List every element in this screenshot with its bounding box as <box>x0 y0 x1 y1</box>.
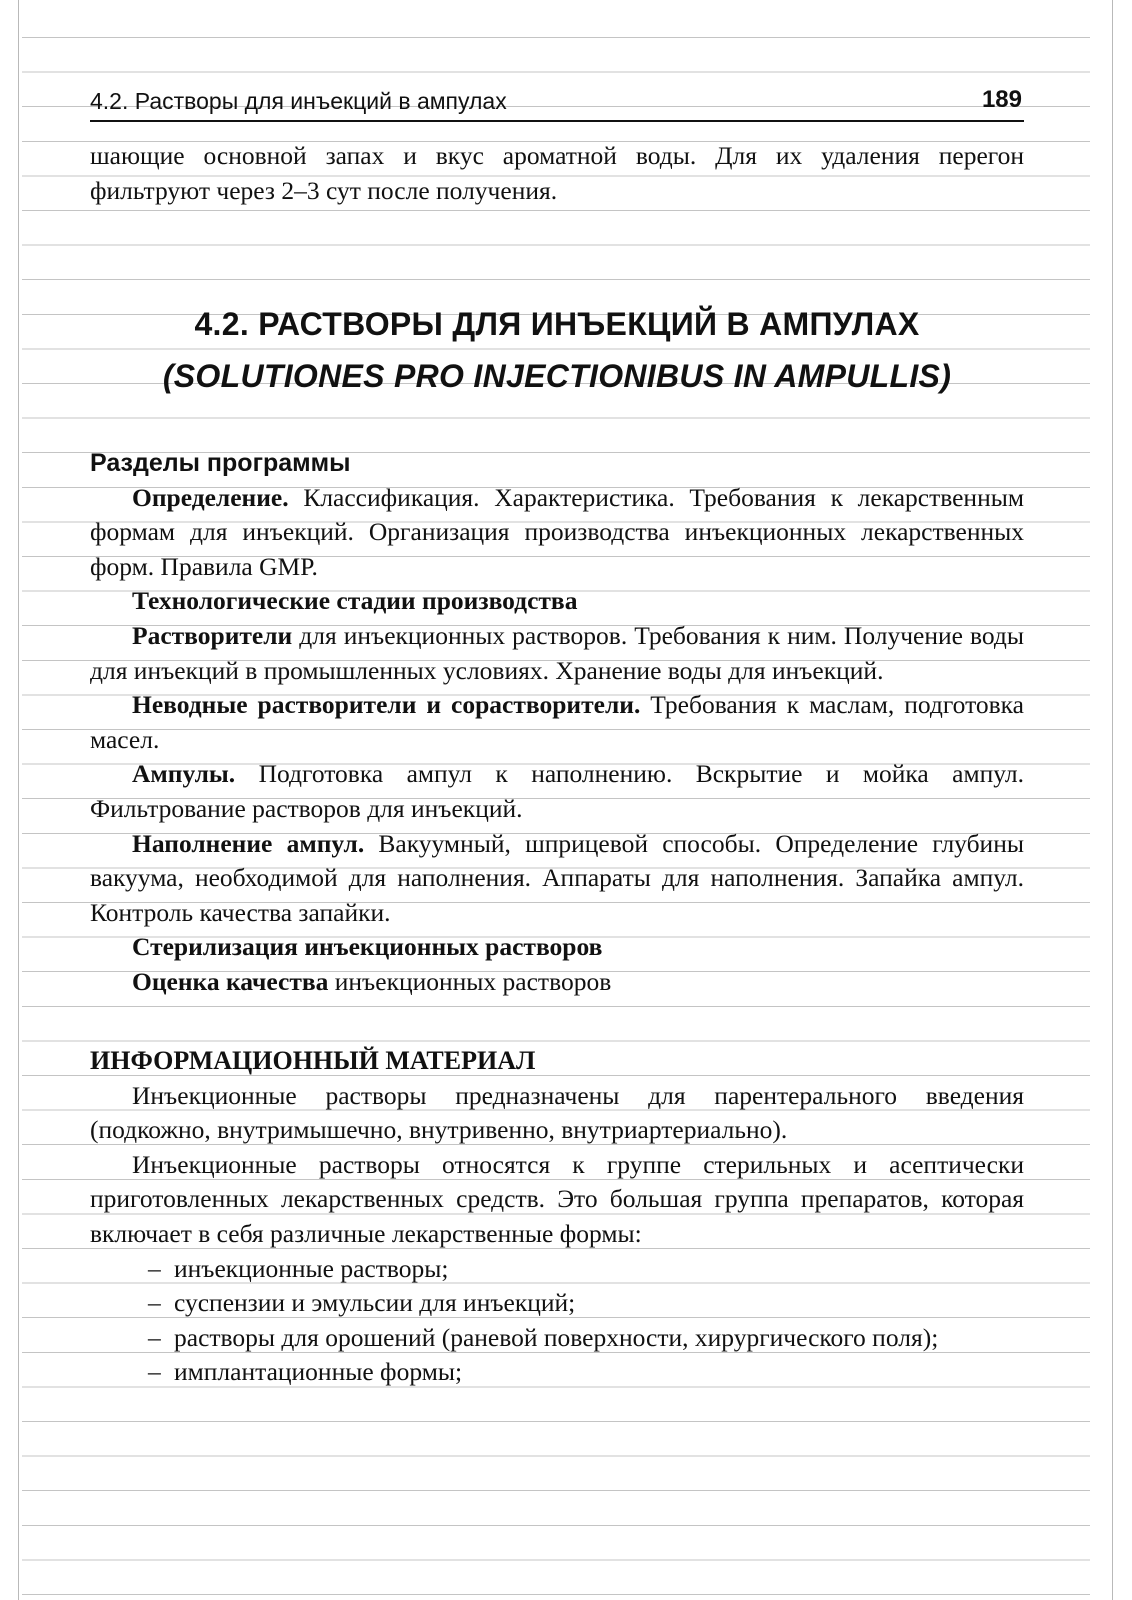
list-item-text: суспензии и эмульсии для инъекций; <box>174 1288 576 1318</box>
list-item <box>90 1355 1024 1390</box>
info-paragraph: Инъекционные растворы относятся к группе стерильных и асептически приготовленных лекарственных средств. Это большая группа препаратов, которая включает в себя различные лекарственные формы: <box>90 1149 1024 1248</box>
program-item-text: Вакуумный, шприцевой способы. Определение глубины вакуума, необходимой для наполнения. Аппараты для наполнения. Запайка ампул. Контроль качества запайки. <box>90 828 1024 927</box>
program-item <box>90 481 1024 585</box>
program-item <box>90 688 1024 757</box>
program-item-term: Стерилизация инъекционных растворов <box>132 932 603 962</box>
chapter-subtitle: (SOLUTIONES PRO INJECTIONIBUS IN AMPULLIS) <box>162 358 952 394</box>
dash-bullet: – <box>148 1288 161 1318</box>
list-item-text: имплантационные формы; <box>174 1357 463 1387</box>
program-item <box>90 619 1024 688</box>
intro-paragraph: шающие основной запах и вкус ароматной воды. Для их удаления перегон фильтруют через 2–3 сут после получения. <box>90 141 1024 205</box>
program-item-term: Ампулы. <box>132 759 236 789</box>
list-item <box>90 1286 1024 1321</box>
program-item-term: Оценка качества <box>132 966 329 996</box>
program-item-term: Неводные растворители и сорастворители. <box>132 690 641 720</box>
program-item <box>90 584 1024 619</box>
info-paragraph: Инъекционные растворы предназначены для парентерального введения (подкожно, внутримышечно, внутривенно, внутриартериально). <box>90 1080 1024 1145</box>
program-item <box>90 930 1024 965</box>
program-item-term: Технологические стадии производства <box>132 586 578 616</box>
chapter-title: 4.2. РАСТВОРЫ ДЛЯ ИНЪЕКЦИЙ В АМПУЛАХ <box>194 306 920 342</box>
program-heading: Разделы программы <box>90 449 351 477</box>
dash-bullet: – <box>148 1322 161 1352</box>
program-item-text: инъекционных растворов <box>328 966 612 996</box>
program-item-text: Подготовка ампул к наполнению. Вскрытие и мойка ампул. Фильтрование растворов для инъекций. <box>90 759 1024 823</box>
program-item <box>90 965 1024 1000</box>
program-item-text: для инъекционных растворов. Требования к ним. Получение воды для инъекций в промышленных условиях. Хранение воды для инъекций. <box>90 620 1024 685</box>
list-item-text: растворы для орошений (раневой поверхности, хирургического поля); <box>174 1322 939 1352</box>
program-item-term: Наполнение ампул. <box>132 828 365 858</box>
program-item-term: Растворители <box>132 620 293 650</box>
program-item-term: Определение. <box>132 482 289 512</box>
running-title: 4.2. Растворы для инъекций в ампулах <box>90 88 507 114</box>
program-item-text: Классификация. Характеристика. Требования к лекарственным формам для инъекций. Организация производства инъекционных лекарственных форм. Правила GMP. <box>90 482 1024 581</box>
program-section <box>90 446 1024 1000</box>
info-heading: ИНФОРМАЦИОННЫЙ МАТЕРИАЛ <box>90 1046 536 1075</box>
program-item <box>90 827 1024 931</box>
dash-bullet: – <box>148 1253 161 1283</box>
list-item <box>90 1321 1024 1356</box>
intro-paragraph-block <box>90 139 1024 208</box>
forms-list <box>90 1252 1024 1390</box>
program-item <box>90 757 1024 826</box>
list-item <box>90 1252 1024 1287</box>
dash-bullet: – <box>148 1357 161 1387</box>
info-section <box>90 1044 1024 1390</box>
list-item-text: инъекционные растворы; <box>174 1253 449 1283</box>
page-number: 189 <box>981 86 1022 113</box>
program-item-text: Требования к маслам, подготовка масел. <box>90 690 1024 754</box>
running-header <box>90 86 1024 122</box>
